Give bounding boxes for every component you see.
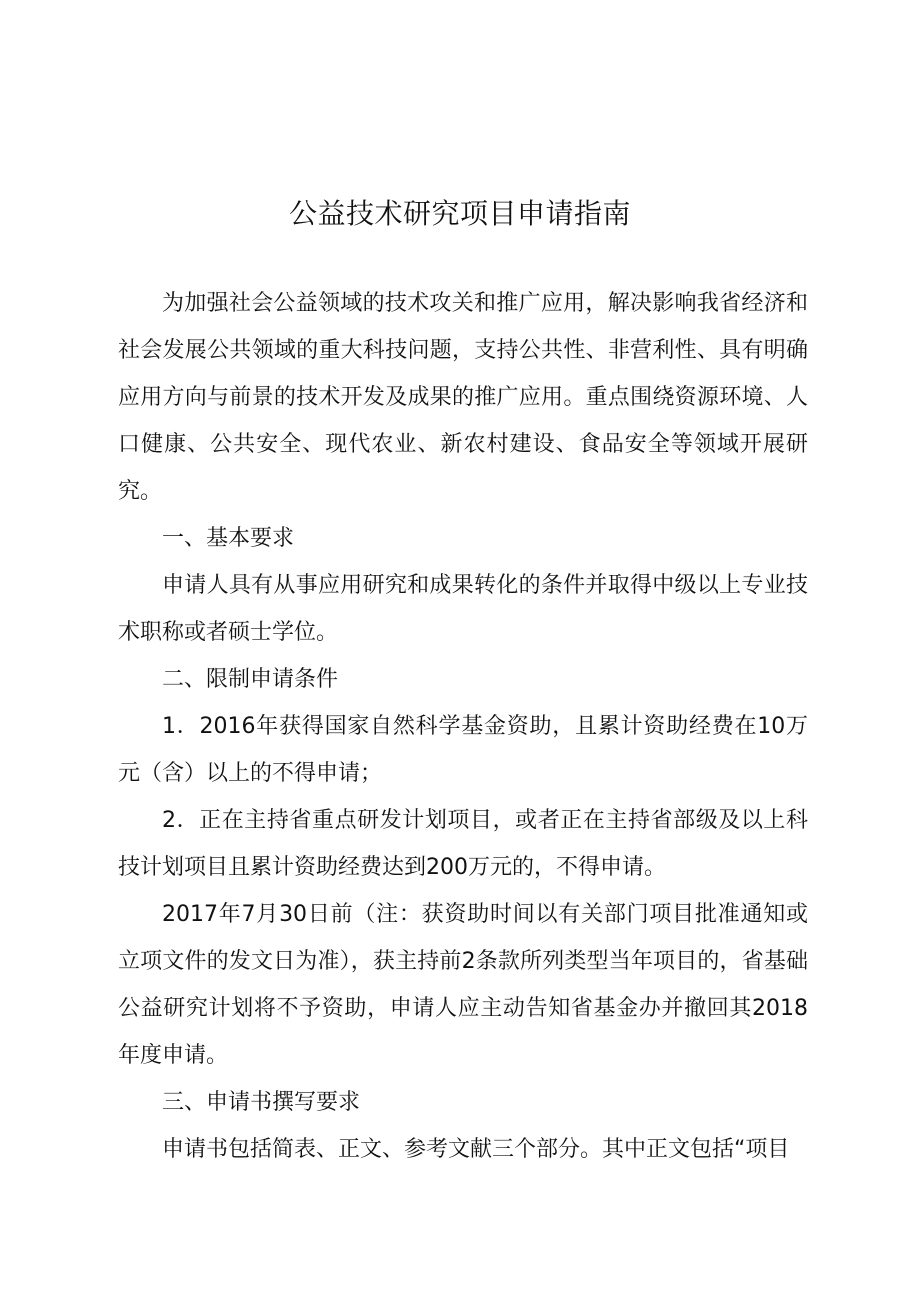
basic-requirements-paragraph: 申请人具有从事应用研究和成果转化的条件并取得中级以上专业技术职称或者硕士学位。: [118, 573, 808, 645]
section-heading-basic-requirements: 一、基本要求: [162, 526, 295, 551]
intro-paragraph: 为加强社会公益领域的技术攻关和推广应用，解决影响我省经济和社会发展公共领域的重大科技问题，支持公共性、非营利性、具有明确应用方向与前景的技术开发及成果的推广应用。重点围绕资源环境、人口健康、公共安全、现代农业、新农村建设、食品安全等领域开展研究。: [118, 291, 808, 504]
restriction-note-paragraph: 2017年7月30日前（注：获资助时间以有关部门项目批准通知或立项文件的发文日为准），获主持前2条款所列类型当年项目的，省基础公益研究计划将不予资助，申请人应主动告知省基金办并撤回其2018年度申请。: [118, 902, 808, 1068]
document-body: [118, 280, 808, 1173]
writing-requirements-paragraph: 申请书包括简表、正文、参考文献三个部分。其中正文包括“项目: [162, 1137, 790, 1162]
section-heading-restrictions: 二、限制申请条件: [162, 667, 339, 692]
section-heading-writing-requirements: 三、申请书撰写要求: [162, 1090, 361, 1115]
document-title: 公益技术研究项目申请指南: [288, 197, 631, 230]
restriction-item-1: 1．2016年获得国家自然科学基金资助，且累计资助经费在10万元（含）以上的不得申请；: [118, 714, 808, 786]
restriction-item-2: 2．正在主持省重点研发计划项目，或者正在主持省部级及以上科技计划项目且累计资助经费达到200万元的，不得申请。: [118, 808, 808, 880]
